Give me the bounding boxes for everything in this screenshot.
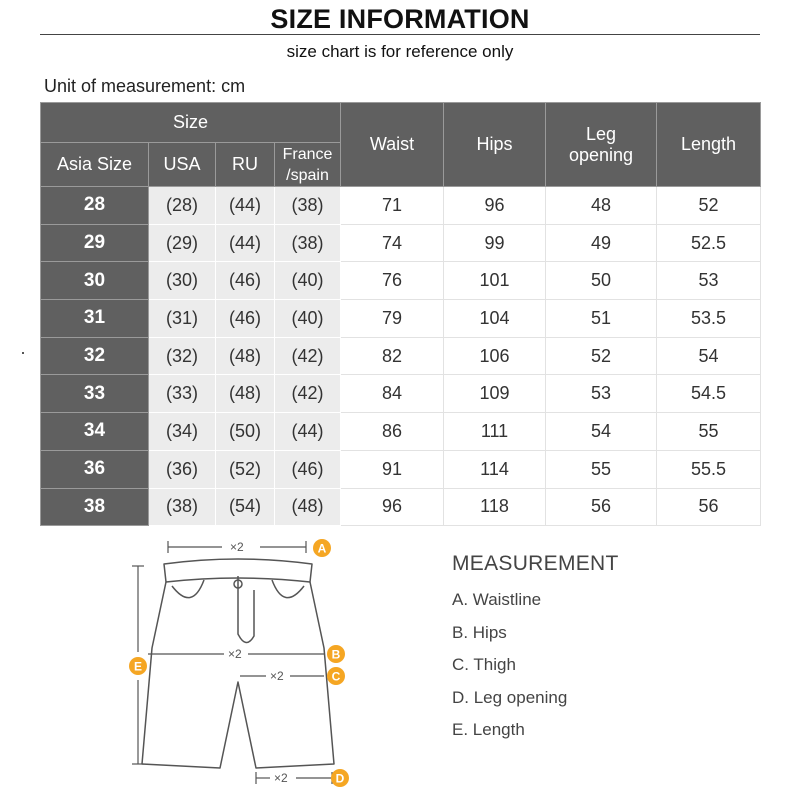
header-leg-opening	[546, 103, 657, 187]
cell-asia-size: 36	[41, 450, 149, 488]
cell-asia-size: 31	[41, 300, 149, 338]
cell-france-spain: (40)	[275, 300, 341, 338]
cell-length: 56	[657, 488, 761, 526]
cell-usa: (33)	[149, 375, 216, 413]
cell-length: 53	[657, 262, 761, 300]
cell-usa: (38)	[149, 488, 216, 526]
cell-usa: (28)	[149, 187, 216, 225]
table-row	[41, 413, 761, 451]
size-table	[40, 102, 761, 526]
cell-usa: (29)	[149, 224, 216, 262]
badge-b	[327, 645, 345, 663]
cell-ru: (44)	[216, 187, 275, 225]
cell-waist: 82	[341, 337, 444, 375]
header-length: Length	[657, 103, 761, 187]
badge-d-label: D	[335, 771, 345, 786]
cell-ru: (44)	[216, 224, 275, 262]
cell-hips: 99	[444, 224, 546, 262]
title-divider	[40, 34, 760, 35]
cell-usa: (34)	[149, 413, 216, 451]
table-row	[41, 337, 761, 375]
cell-ru: (48)	[216, 375, 275, 413]
cell-hips: 106	[444, 337, 546, 375]
cell-asia-size: 29	[41, 224, 149, 262]
table-row	[41, 224, 761, 262]
cell-length: 52.5	[657, 224, 761, 262]
cell-hips: 109	[444, 375, 546, 413]
legend-item-length: E. Length	[452, 720, 525, 739]
header-france-line2: /spain	[286, 166, 329, 184]
cell-length: 54	[657, 337, 761, 375]
cell-leg-opening: 51	[546, 300, 657, 338]
header-france-line1: France	[282, 145, 333, 163]
badge-a-label: A	[317, 541, 327, 556]
cell-leg-opening: 50	[546, 262, 657, 300]
cell-asia-size: 38	[41, 488, 149, 526]
cell-leg-opening: 53	[546, 375, 657, 413]
shorts-outline	[142, 559, 334, 768]
cell-hips: 96	[444, 187, 546, 225]
cell-france-spain: (46)	[275, 450, 341, 488]
cell-asia-size: 28	[41, 187, 149, 225]
cell-leg-opening: 52	[546, 337, 657, 375]
cell-hips: 104	[444, 300, 546, 338]
legend-item-leg-opening: D. Leg opening	[452, 687, 568, 707]
cell-waist: 91	[341, 450, 444, 488]
header-hips: Hips	[444, 103, 546, 187]
cell-usa: (36)	[149, 450, 216, 488]
table-row	[41, 262, 761, 300]
shorts-diagram	[120, 532, 360, 796]
badge-c	[327, 667, 345, 685]
cell-waist: 79	[341, 300, 444, 338]
table-row	[41, 488, 761, 526]
legend-title: MEASUREMENT	[452, 552, 619, 575]
left-pocket	[172, 580, 204, 598]
cell-ru: (54)	[216, 488, 275, 526]
cell-waist: 76	[341, 262, 444, 300]
cell-ru: (50)	[216, 413, 275, 451]
cell-leg-opening: 56	[546, 488, 657, 526]
header-usa: USA	[149, 143, 216, 187]
badge-e-label: E	[133, 659, 143, 674]
cell-leg-opening: 54	[546, 413, 657, 451]
cell-waist: 84	[341, 375, 444, 413]
cell-waist: 96	[341, 488, 444, 526]
cell-length: 53.5	[657, 300, 761, 338]
header-asia-size: Asia Size	[41, 143, 149, 187]
stray-dot	[22, 352, 24, 354]
cell-asia-size: 34	[41, 413, 149, 451]
subtitle: size chart is for reference only	[286, 42, 514, 61]
cell-length: 52	[657, 187, 761, 225]
header-waist: Waist	[341, 103, 444, 187]
cell-france-spain: (42)	[275, 375, 341, 413]
cell-france-spain: (48)	[275, 488, 341, 526]
cell-asia-size: 33	[41, 375, 149, 413]
fly	[238, 576, 254, 643]
cell-waist: 74	[341, 224, 444, 262]
header-leg-line1: Leg	[585, 123, 617, 144]
cell-waist: 71	[341, 187, 444, 225]
table-row	[41, 375, 761, 413]
cell-france-spain: (40)	[275, 262, 341, 300]
cell-ru: (48)	[216, 337, 275, 375]
cell-france-spain: (38)	[275, 224, 341, 262]
table-row	[41, 300, 761, 338]
cell-asia-size: 30	[41, 262, 149, 300]
times-two-a: ×2	[230, 540, 244, 554]
cell-length: 55.5	[657, 450, 761, 488]
cell-usa: (30)	[149, 262, 216, 300]
cell-ru: (52)	[216, 450, 275, 488]
cell-france-spain: (38)	[275, 187, 341, 225]
legend-item-thigh: C. Thigh	[452, 655, 516, 674]
cell-hips: 111	[444, 413, 546, 451]
cell-hips: 118	[444, 488, 546, 526]
unit-label: Unit of measurement: cm	[44, 76, 246, 96]
cell-ru: (46)	[216, 262, 275, 300]
cell-usa: (31)	[149, 300, 216, 338]
times-two-d: ×2	[274, 771, 288, 785]
cell-hips: 101	[444, 262, 546, 300]
cell-france-spain: (42)	[275, 337, 341, 375]
header-leg-line2: opening	[568, 144, 634, 165]
table-row	[41, 450, 761, 488]
times-two-b: ×2	[228, 647, 242, 661]
cell-hips: 114	[444, 450, 546, 488]
cell-asia-size: 32	[41, 337, 149, 375]
badge-d	[331, 769, 349, 787]
measurement-legend	[452, 552, 619, 753]
badge-a	[313, 539, 331, 557]
right-pocket	[272, 580, 304, 598]
cell-ru: (46)	[216, 300, 275, 338]
cell-leg-opening: 55	[546, 450, 657, 488]
cell-france-spain: (44)	[275, 413, 341, 451]
badge-b-label: B	[331, 647, 341, 662]
cell-leg-opening: 49	[546, 224, 657, 262]
times-two-labels	[228, 540, 288, 785]
legend-item-waistline: A. Waistline	[452, 590, 542, 609]
badge-c-label: C	[331, 669, 341, 684]
header-ru: RU	[216, 143, 275, 187]
page-title: SIZE INFORMATION	[270, 4, 530, 34]
cell-waist: 86	[341, 413, 444, 451]
cell-usa: (32)	[149, 337, 216, 375]
cell-length: 55	[657, 413, 761, 451]
cell-length: 54.5	[657, 375, 761, 413]
table-row	[41, 187, 761, 225]
cell-leg-opening: 48	[546, 187, 657, 225]
legend-item-hips: B. Hips	[452, 622, 507, 642]
times-two-c: ×2	[270, 669, 284, 683]
badge-e	[129, 657, 147, 675]
header-france-spain	[275, 143, 341, 187]
size-group-header: Size	[41, 103, 341, 143]
